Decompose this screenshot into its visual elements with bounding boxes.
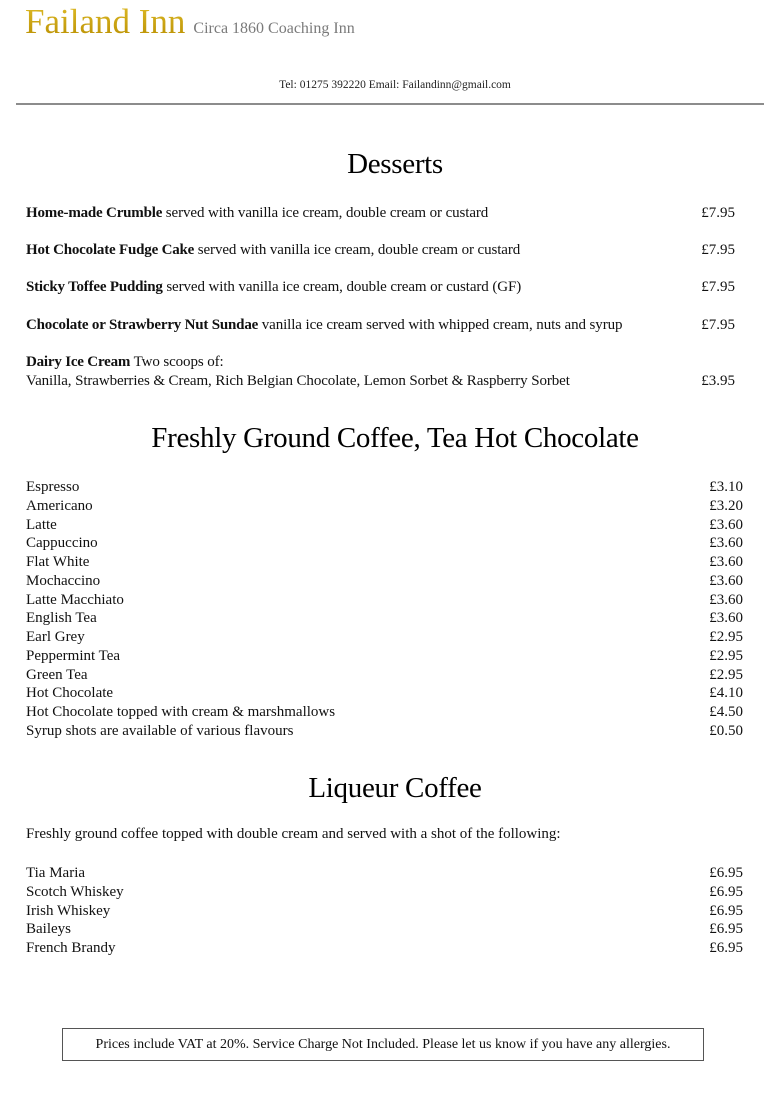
liqueur-list	[26, 864, 743, 958]
menu-item-detail	[26, 372, 744, 390]
item-price: £6.95	[709, 921, 743, 938]
item-price: £3.60	[709, 572, 743, 589]
list-item	[26, 609, 743, 628]
inn-name: Failand Inn	[25, 2, 186, 41]
list-item	[26, 647, 743, 666]
inn-tagline: Circa 1860 Coaching Inn	[193, 20, 355, 37]
list-item	[26, 478, 743, 497]
list-item	[26, 516, 743, 535]
item-desc: vanilla ice cream served with whipped cream, nuts and syrup	[258, 317, 623, 333]
item-name: Flat White	[26, 554, 90, 570]
menu-item	[26, 353, 744, 371]
list-item	[26, 864, 743, 883]
list-item	[26, 534, 743, 553]
item-price: £6.95	[709, 902, 743, 919]
menu-item	[26, 204, 744, 222]
item-price: £7.95	[701, 242, 735, 258]
item-name: Syrup shots are available of various flavours	[26, 722, 294, 739]
list-item	[26, 902, 743, 921]
item-name: Latte Macchiato	[26, 591, 124, 608]
list-item	[26, 628, 743, 647]
list-item	[26, 666, 743, 685]
contact-line: Tel: 01275 392220 Email: Failandinn@gmail.com	[279, 79, 511, 91]
item-price: £3.20	[709, 497, 743, 514]
item-name: Hot Chocolate	[26, 685, 114, 702]
item-name: Irish Whiskey	[26, 902, 111, 919]
list-item	[26, 572, 743, 591]
item-price: £6.95	[709, 865, 743, 881]
item-price: £2.95	[709, 666, 743, 683]
item-name: Chocolate or Strawberry Nut Sundae	[26, 317, 259, 333]
item-desc: served with vanilla ice cream, double cream or custard (GF)	[162, 279, 522, 295]
item-price: £3.60	[709, 554, 743, 570]
list-item	[26, 939, 743, 958]
item-price: £3.60	[709, 591, 743, 608]
item-price: £6.95	[709, 940, 743, 956]
hot-drinks-title: Freshly Ground Coffee, Tea Hot Chocolate	[151, 422, 639, 454]
item-price: £0.50	[709, 722, 743, 739]
item-price: £4.10	[709, 685, 743, 702]
item-desc: served with vanilla ice cream, double cream or custard	[162, 205, 489, 221]
item-name: Green Tea	[26, 666, 88, 683]
desserts-title: Desserts	[347, 148, 443, 180]
item-price: £6.95	[709, 883, 743, 900]
list-item	[26, 553, 743, 572]
item-name: Scotch Whiskey	[26, 883, 124, 900]
item-name: Tia Maria	[26, 865, 86, 881]
item-name: Hot Chocolate Fudge Cake	[26, 242, 195, 258]
menu-item	[26, 241, 744, 259]
item-detail: Vanilla, Strawberries & Cream, Rich Belgian Chocolate, Lemon Sorbet & Raspberry Sorbet	[26, 373, 570, 389]
item-name: Mochaccino	[26, 572, 101, 589]
item-price: £2.95	[709, 629, 743, 645]
item-name: Home-made Crumble	[26, 205, 163, 221]
list-item	[26, 684, 743, 703]
logo	[25, 2, 355, 42]
item-name: Earl Grey	[26, 629, 85, 645]
menu-item	[26, 316, 744, 334]
item-name: Sticky Toffee Pudding	[26, 279, 163, 295]
item-desc: Two scoops of:	[130, 354, 224, 370]
list-item	[26, 883, 743, 902]
item-name: Hot Chocolate topped with cream & marshmallows	[26, 704, 336, 720]
item-name: Latte	[26, 516, 57, 533]
item-price: £3.10	[709, 479, 743, 495]
item-price: £3.95	[701, 373, 735, 389]
item-name: English Tea	[26, 610, 97, 627]
allergy-vat-notice: Prices include VAT at 20%. Service Charge Not Included. Please let us know if you have any allergies.	[62, 1028, 704, 1061]
item-price: £3.60	[709, 535, 743, 552]
item-price: £7.95	[701, 317, 735, 333]
item-name: Baileys	[26, 921, 71, 938]
item-price: £3.60	[709, 516, 743, 533]
item-name: Americano	[26, 497, 93, 514]
header-divider	[16, 103, 764, 105]
liqueur-intro: Freshly ground coffee topped with double cream and served with a shot of the following:	[26, 826, 561, 842]
list-item	[26, 703, 743, 722]
item-price: £7.95	[701, 205, 735, 221]
item-price: £4.50	[709, 704, 743, 720]
item-name: Peppermint Tea	[26, 647, 121, 664]
list-item	[26, 591, 743, 610]
hot-drinks-list	[26, 478, 743, 741]
item-name: Cappuccino	[26, 535, 98, 552]
menu-item	[26, 278, 744, 296]
list-item	[26, 722, 743, 741]
list-item	[26, 497, 743, 516]
list-item	[26, 920, 743, 939]
item-desc: served with vanilla ice cream, double cream or custard	[194, 242, 521, 258]
liqueur-coffee-title: Liqueur Coffee	[308, 772, 482, 804]
item-price: £7.95	[701, 279, 735, 295]
item-name: Espresso	[26, 479, 80, 495]
item-name: French Brandy	[26, 940, 116, 956]
item-price: £3.60	[709, 610, 743, 627]
item-price: £2.95	[709, 647, 743, 664]
item-name: Dairy Ice Cream	[26, 354, 131, 370]
